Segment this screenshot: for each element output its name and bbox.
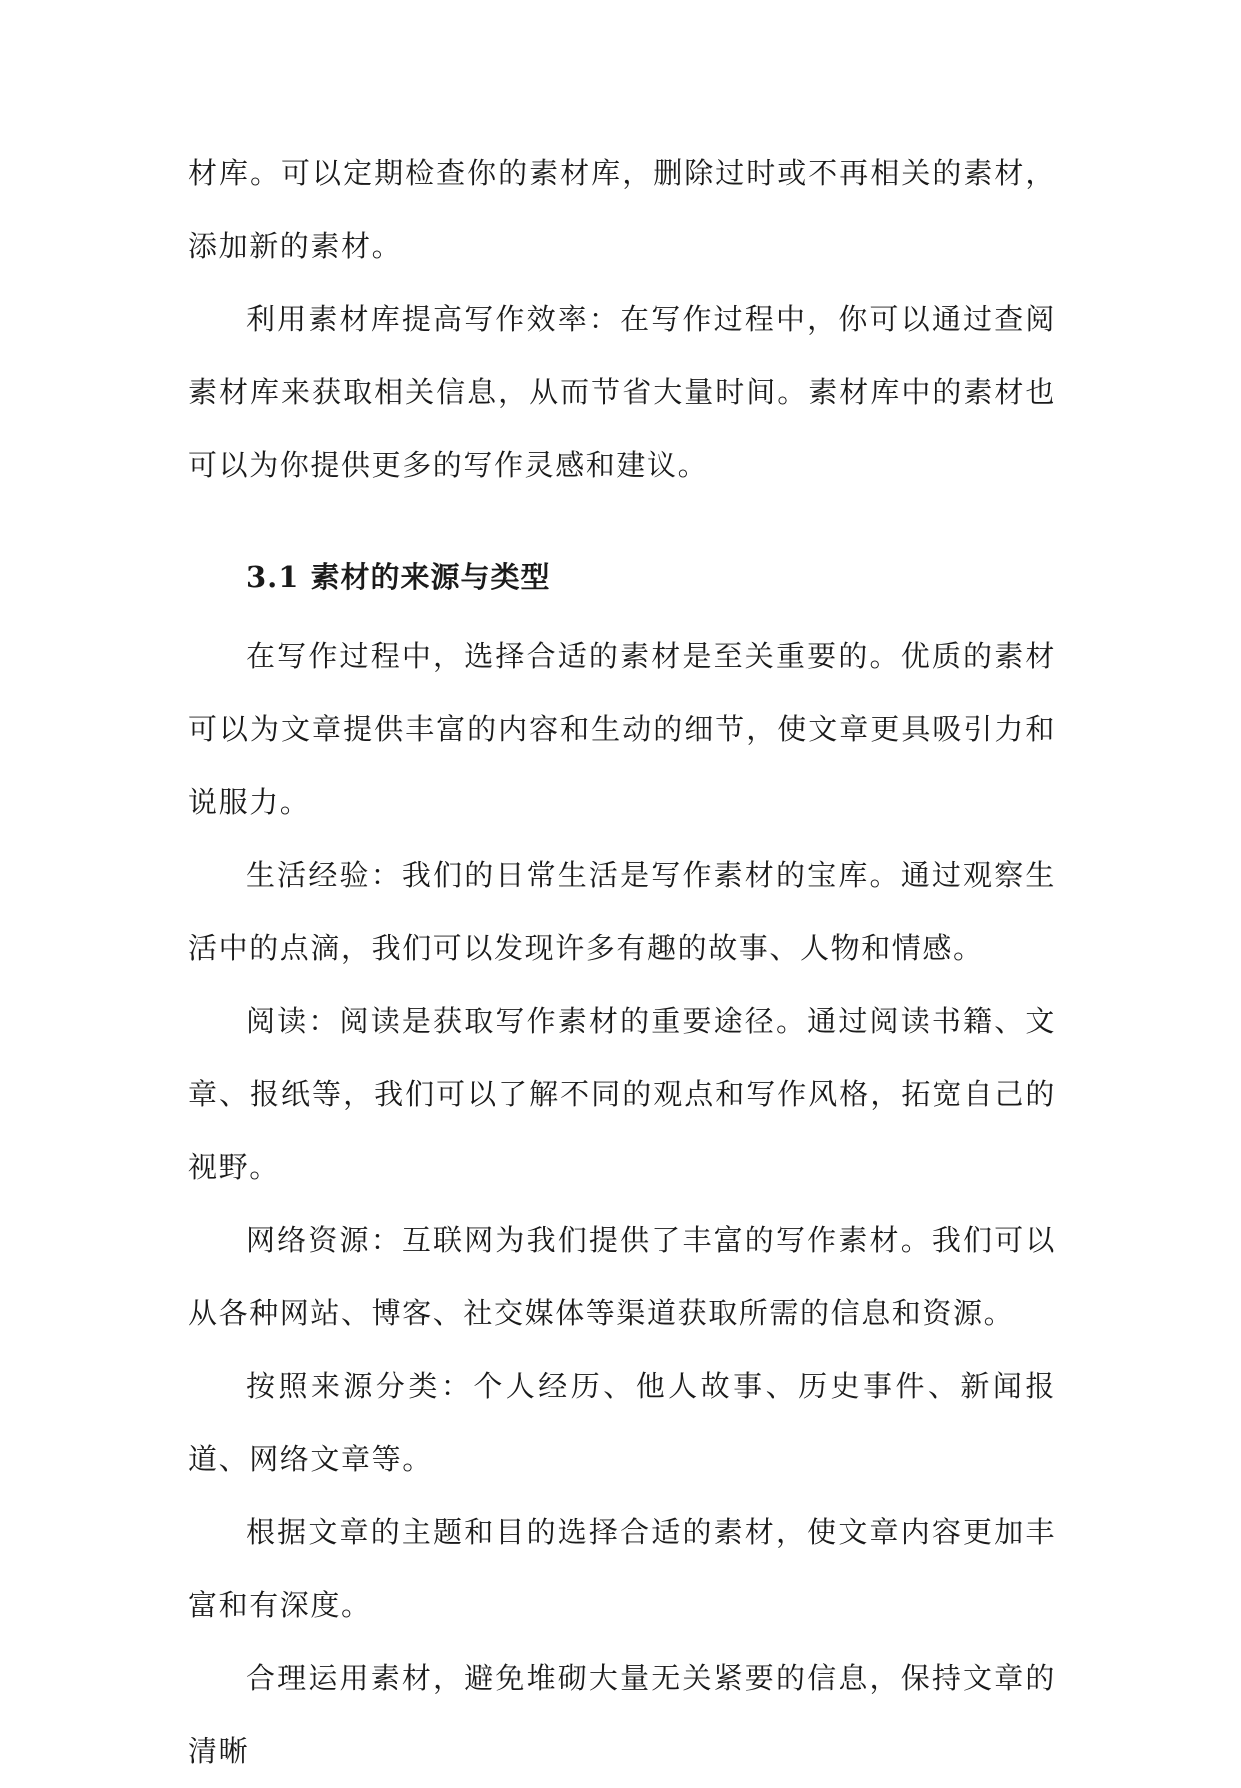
paragraph-reading: 阅读：阅读是获取写作素材的重要途径。通过阅读书籍、文章、报纸等，我们可以了解不同的观点和写作风格，拓宽自己的视野。 [188,1004,1056,1184]
paragraph-library-efficiency: 利用素材库提高写作效率：在写作过程中，你可以通过查阅素材库来获取相关信息，从而节省大量时间。素材库中的素材也可以为你提供更多的写作灵感和建议。 [188,302,1056,482]
paragraph-life-experience: 生活经验：我们的日常生活是写作素材的宝库。通过观察生活中的点滴，我们可以发现许多有趣的故事、人物和情感。 [188,858,1056,965]
paragraph-continuation: 材库。可以定期检查你的素材库，删除过时或不再相关的素材，添加新的素材。 [188,156,1056,263]
paragraph-intro: 在写作过程中，选择合适的素材是至关重要的。优质的素材可以为文章提供丰富的内容和生动的细节，使文章更具吸引力和说服力。 [188,639,1056,819]
paragraph-usage: 合理运用素材，避免堆砌大量无关紧要的信息，保持文章的清晰 [188,1661,1056,1768]
text-block-top [188,137,1056,502]
section-heading: 3.1 素材的来源与类型 [246,560,551,594]
paragraph-network-resources: 网络资源：互联网为我们提供了丰富的写作素材。我们可以从各种网站、博客、社交媒体等渠道获取所需的信息和资源。 [188,1223,1056,1330]
paragraph-classification: 按照来源分类：个人经历、他人故事、历史事件、新闻报道、网络文章等。 [188,1369,1056,1476]
text-block-bottom [188,620,1056,1788]
paragraph-selection: 根据文章的主题和目的选择合适的素材，使文章内容更加丰富和有深度。 [188,1515,1056,1622]
